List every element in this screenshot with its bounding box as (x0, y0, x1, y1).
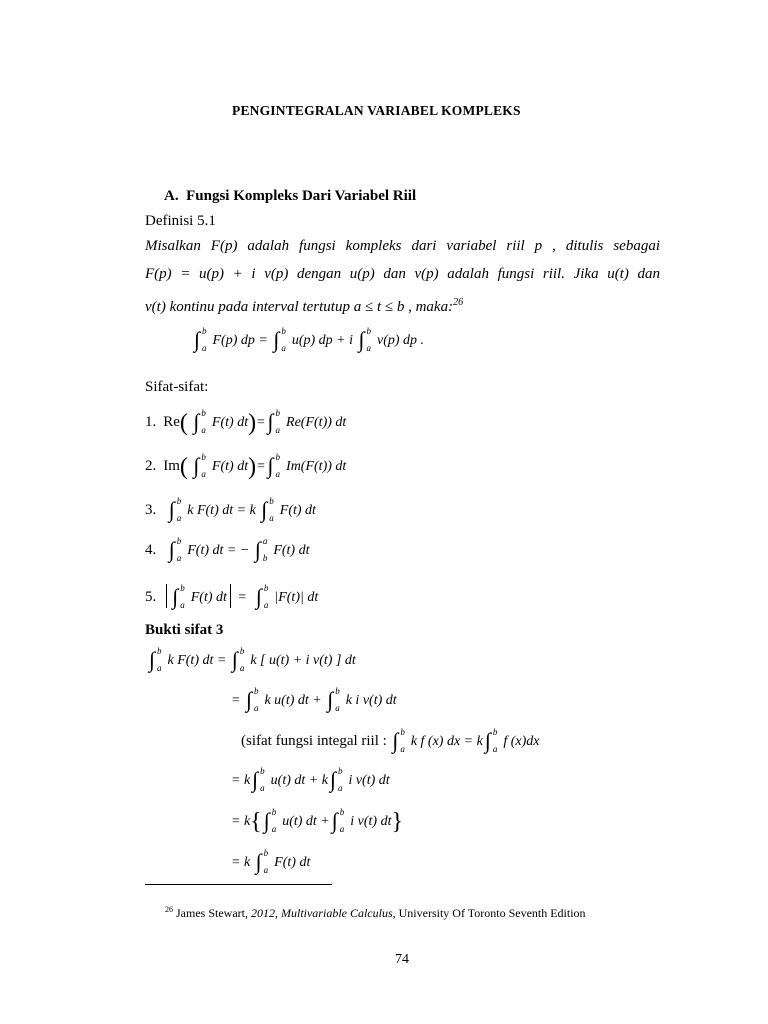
definition-line-1: Misalkan F(p) adalah fungsi kompleks dari variabel riil p , ditulis sebagai (145, 238, 660, 254)
integral-sign: ∫ b a (484, 727, 498, 754)
definition-line-2: F(p) = u(p) + i v(p) dengan u(p) dan v(p) adalah fungsi riil. Jika u(t) dan (145, 266, 660, 282)
proof-line-2: = ∫ b a k u(t) dt + ∫ b a k i v(t) dt (231, 686, 397, 713)
definition-label: Definisi 5.1 (145, 213, 216, 229)
integral-sign: ∫ b a (194, 326, 207, 353)
integral-sign: ∫ b a (168, 536, 182, 563)
integral-sign: ∫ b a (193, 408, 206, 435)
integral-sign: ∫ b a (255, 848, 269, 875)
footnote (165, 905, 586, 921)
section-letter: A. (164, 188, 179, 204)
integral-sign: ∫ b a (267, 452, 281, 479)
footnote-title: 2012, Multivariable Calculus (250, 906, 393, 920)
section-title: Fungsi Kompleks Dari Variabel Riil (186, 188, 417, 204)
footnote-divider (145, 884, 332, 885)
integral-sign: ∫ b a (193, 452, 206, 479)
integral-sign: ∫ b a (245, 686, 259, 713)
integral-sign: ∫ b a (255, 583, 269, 610)
integral-sign: ∫ b a (252, 766, 265, 793)
proof-label: Bukti sifat 3 (145, 622, 224, 638)
integral-sign: ∫ b a (267, 408, 281, 435)
integral-sign: ∫ a b (254, 536, 268, 563)
property-5: 5. ∫ b a F(t) dt = ∫ b a |F(t)| dt (145, 583, 319, 610)
properties-label: Sifat-sifat: (145, 379, 209, 395)
proof-note: (sifat fungsi integal riil : ∫ b a k f (x) dx = k∫ b a f (x)dx (241, 727, 540, 754)
integral-sign: ∫ b a (329, 766, 343, 793)
integral-sign: ∫ b a (263, 807, 277, 834)
proof-line-4: = k{∫ b a u(t) dt +∫ b a i v(t) dt} (231, 807, 404, 835)
proof-line-5: = k ∫ b a F(t) dt (231, 848, 311, 875)
page-number: 74 (395, 952, 409, 967)
integral-sign: ∫ b a (149, 646, 162, 673)
integral-sign: ∫ b a (273, 326, 286, 353)
proof-line-3: = k∫ b a u(t) dt + k∫ b a i v(t) dt (231, 766, 390, 793)
footnote-number: 26 (165, 905, 173, 914)
integral-sign: ∫ b a (331, 807, 345, 834)
integral-sign: ∫ b a (231, 646, 245, 673)
integral-sign: ∫ b a (172, 583, 185, 610)
footnote-ref: 26 (453, 297, 464, 308)
footnote-author: James Stewart, (176, 906, 248, 920)
definition-line-3: v(t) kontinu pada interval tertutup a ≤ t ≤ b , maka:$^{26}$ (145, 297, 464, 315)
integral-sign: ∫ b a (261, 496, 274, 523)
section-heading (164, 187, 416, 205)
property-4: 4. ∫ b a F(t) dt = − ∫ a b F(t) dt (145, 536, 310, 563)
property-1: 1. Re( ∫ b a F(t) dt)=∫ b a Re(F(t)) dt (145, 408, 347, 436)
proof-line-1: ∫ b a k F(t) dt = ∫ b a k [ u(t) + i v(t) ] dt (149, 646, 356, 673)
page-title: PENGINTEGRALAN VARIABEL KOMPLEKS (232, 103, 521, 118)
property-2: 2. Im( ∫ b a F(t) dt)=∫ b a Im(F(t)) dt (145, 452, 347, 480)
property-3: 3. ∫ b a k F(t) dt = k ∫ b a F(t) dt (145, 496, 316, 523)
integral-sign: ∫ b a (327, 686, 340, 713)
definition-equation: ∫ b a F(p) dp = ∫ b a u(p) dp + i ∫ b a v(p) dp . (194, 326, 425, 353)
footnote-publisher: , University Of Toronto Seventh Edition (392, 906, 586, 920)
integral-sign: ∫ b a (358, 326, 371, 353)
integral-sign: ∫ b a (168, 496, 182, 523)
integral-sign: ∫ b a (392, 727, 405, 754)
